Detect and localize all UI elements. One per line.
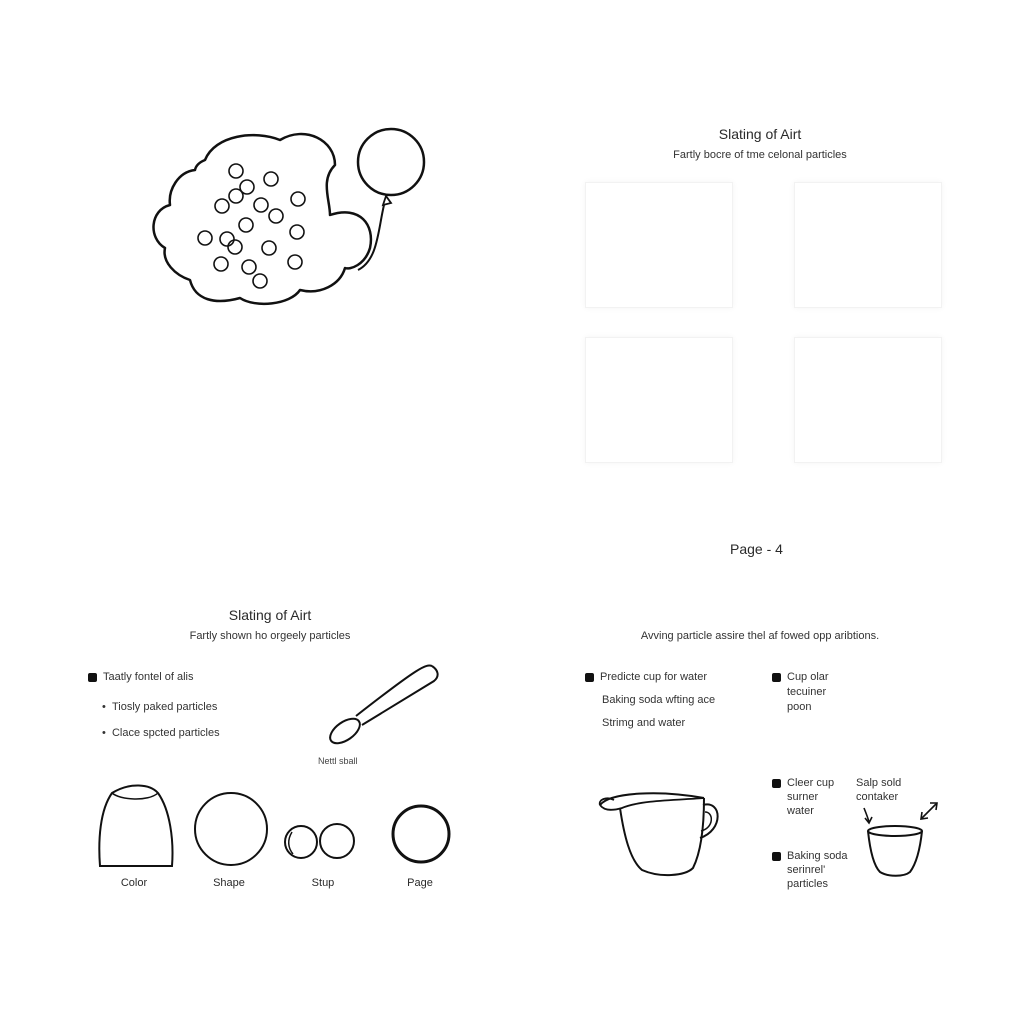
step-2-line-2: tecuiner (787, 686, 827, 698)
bullet-text: Tiosly paked particles (111, 701, 218, 713)
step-1-title-text: Predicte cup for water (600, 671, 707, 683)
container-label-1: Salp sold (856, 777, 902, 789)
glass-container-icon (868, 826, 922, 876)
step-3-line-3: water (787, 805, 814, 817)
bottom-right-subtitle: Avving particle assire thel af fowed opp aribtions. (640, 630, 880, 642)
step-2-line-3: poon (787, 701, 812, 713)
page-label: Page - 4 (730, 541, 783, 557)
arrow-down-icon (864, 808, 872, 823)
bullet-item-2: • Clace spcted particles (102, 727, 220, 739)
measuring-cup-icon (600, 793, 718, 875)
shape-label-shape: Shape (213, 877, 245, 889)
top-right-title: Slating of Airt (718, 126, 802, 142)
shape-label-page: Page (407, 877, 433, 889)
step-4-line-2: serinrel' (787, 864, 826, 876)
step-1-line-2: Strimg and water (602, 717, 686, 729)
heading-text: Taatly fontel of alis (103, 671, 194, 683)
bullet-item-1: • Tiosly paked particles (102, 701, 218, 713)
bottom-left-title: Slating of Airt (228, 607, 312, 623)
step-4-line-3: particles (787, 878, 828, 890)
step-3-line-2: surner (787, 791, 819, 803)
step-4-line-1: Baking soda (787, 850, 848, 862)
shape-label-color: Color (120, 877, 148, 889)
step-2-line-1: Cup olar (787, 671, 829, 683)
step-1-line-1: Baking soda wfting ace (602, 694, 716, 706)
spoon-caption: Nettl sball (318, 756, 358, 766)
bullet-text: Clace spcted particles (111, 727, 220, 739)
double-arrow-icon (921, 803, 937, 819)
bottom-left-subtitle: Fartly shown ho orgeely particles (189, 630, 351, 642)
container-label-2: contaker (856, 791, 899, 803)
shape-label-stup: Stup (311, 877, 335, 889)
step-3-line-1: Cleer cup (787, 777, 835, 789)
top-right-subtitle: Fartly bocre of tme celonal particles (673, 149, 847, 161)
